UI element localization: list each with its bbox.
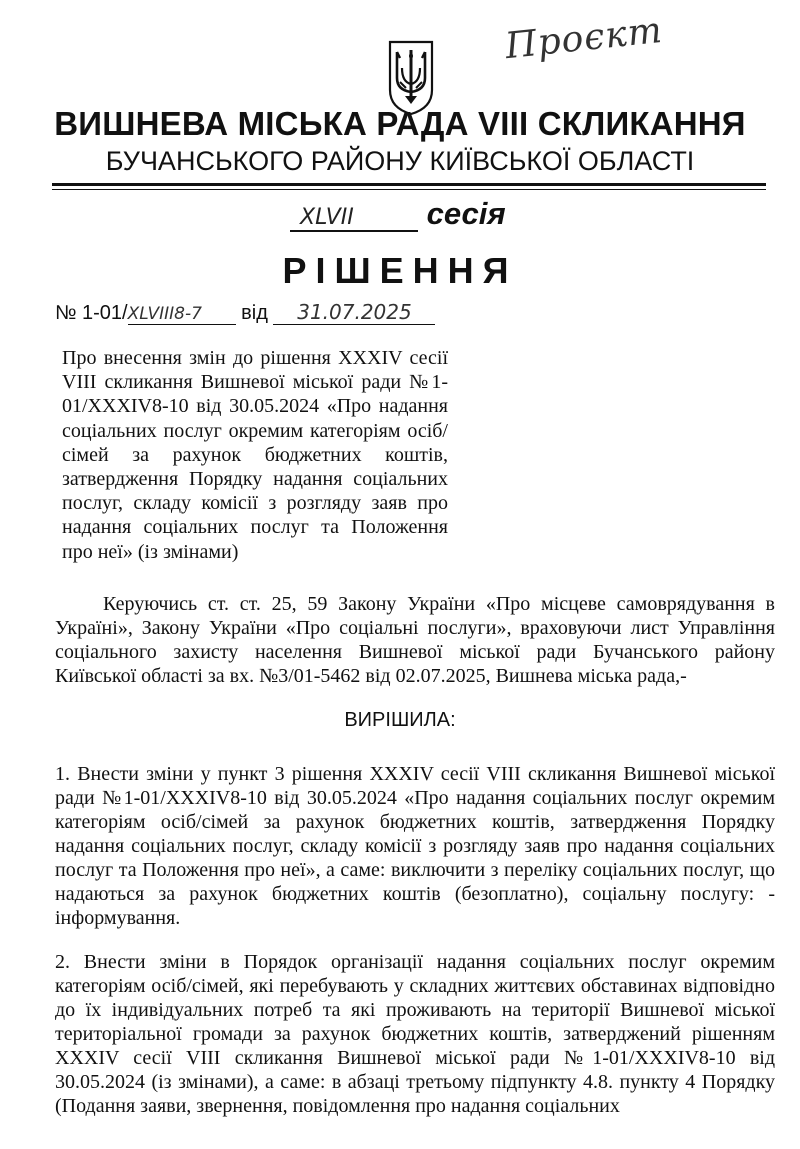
session-number: XLVII (290, 205, 418, 232)
decision-date-prefix: від (241, 302, 268, 324)
decision-item-1: 1. Внести зміни у пункт 3 рішення XXXIV сесії VIII скликання Вишневої міської ради №1-01/XXXIV8-10 від 30.05.2024 «Про надання соціальних послуг окремим категоріям осіб/сімей за рахунок бюджетних коштів, затвердження Порядку надання соціальних послуг, складу комісії з розгляду заяв про надання соціальних послуг та Положення про неї», а саме: виключити з переліку соціальних послуг, що надаються за рахунок бюджетних коштів (безоплатно), соціальну послугу: - інформування. (55, 763, 775, 929)
decision-number-prefix: № 1-01/ (55, 302, 128, 324)
council-title: ВИШНЕВА МІСЬКА РАДА VIII СКЛИКАННЯ (54, 105, 746, 142)
council-subtitle: БУЧАНСЬКОГО РАЙОНУ КИЇВСЬКОЇ ОБЛАСТІ (105, 146, 695, 176)
decision-title: РІШЕННЯ (282, 250, 518, 291)
header-divider (52, 183, 766, 186)
session-line (290, 196, 506, 232)
resolved-heading: ВИРІШИЛА: (344, 709, 456, 731)
decision-number: XLVIII8-7 (128, 304, 236, 325)
preamble-paragraph: Керуючись ст. ст. 25, 59 Закону України «Про місцеве самоврядування в Україні», Закону України «Про соціальні послуги», враховуючи лист Управління соціального захисту населення Вишневої міської ради Бучанського району Київської області за вх. №3/01-5462 від 02.07.2025, Вишнева міська рада,- (55, 593, 775, 687)
session-label: сесія (426, 196, 506, 231)
header-divider-thin (52, 189, 766, 190)
draft-stamp: Проєкт (503, 9, 665, 68)
decision-date: 31.07.2025 (273, 300, 435, 325)
decision-item-2: 2. Внести зміни в Порядок організації надання соціальних послуг окремим категоріям осіб/сімей, які перебувають у складних життєвих обставинах відповідно до їх індивідуальних потреб та які проживають на території Вишневої міської територіальної громади за рахунок бюджетних коштів, затверджений рішенням XXXIV сесії VIII скликання Вишневої міської ради №1-01/XXXIV8-10 від 30.05.2024 (із змінами), а саме: в абзаці третьому підпункту 4.8. пункту 4 Порядку (Подання заяви, звернення, повідомлення про надання соціальних (55, 951, 775, 1117)
decision-subject: Про внесення змін до рішення XXXIV сесії VIII скликання Вишневої міської ради №1-01/XXXIV8-10 від 30.05.2024 «Про надання соціальних послуг окремим категоріям осіб/сімей за рахунок бюджетних коштів, затвердження Порядку надання соціальних послуг, складу комісії з розгляду заяв про надання соціальних послуг та Положення про неї» (із змінами) (62, 347, 448, 563)
decision-number-line (55, 300, 435, 325)
